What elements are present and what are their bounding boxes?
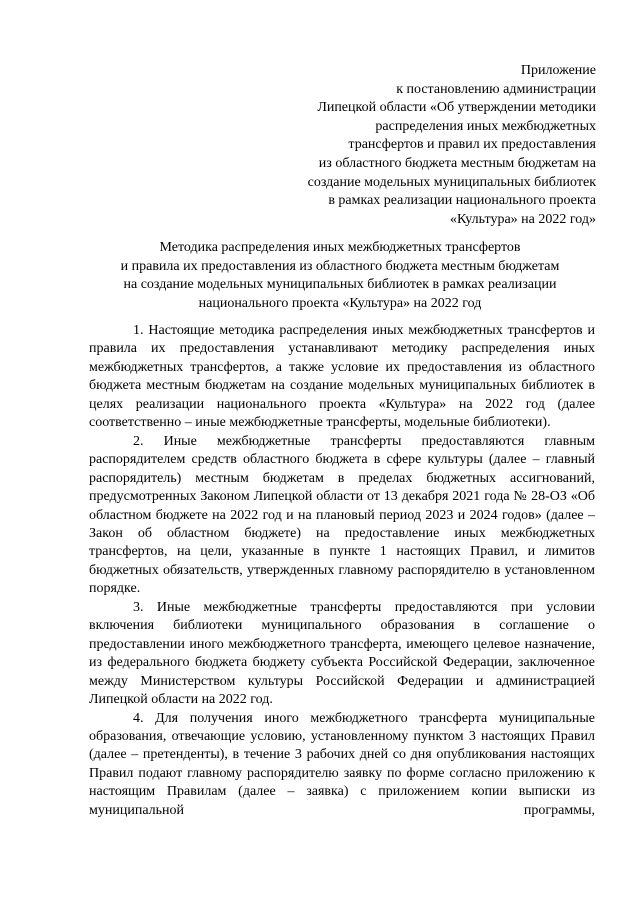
paragraph-3: 3. Иные межбюджетные трансферты предоставляются при условии включения библиотеки муниципального образования в соглашение о предоставлении иного межбюджетного трансферта, имеющего целевое назначение, из федерального бюджета бюджету субъекта Российской Федерации, заключенное между Министерством культуры Российской Федерации и администрацией Липецкой области на 2022 год. bbox=[89, 599, 595, 708]
title-line: Методика распределения иных межбюджетных трансфертов bbox=[159, 240, 521, 255]
document-body bbox=[89, 322, 595, 820]
appendix-line: к постановлению администрации bbox=[396, 81, 596, 97]
appendix-line: в рамках реализации национального проекта bbox=[328, 193, 596, 209]
appendix-header bbox=[266, 62, 596, 229]
title-line: и правила их предоставления из областного бюджета местным бюджетам bbox=[120, 258, 560, 274]
title-line: национального проекта «Культура» на 2022 год bbox=[198, 295, 482, 311]
appendix-line: Липецкой области «Об утверждении методики bbox=[317, 100, 596, 116]
document-title bbox=[80, 239, 600, 313]
title-line: на создание модельных муниципальных библиотек в рамках реализации bbox=[123, 277, 557, 293]
paragraph-4: 4. Для получения иного межбюджетного трансферта муниципальные образования, отвечающие условию, установленному пунктом 3 настоящих Правил (далее – претенденты), в течение 3 рабочих дней со дня опубликования настоящих Правил подают главному распорядителю заявку по форме согласно приложению к настоящим Правилам (далее – заявка) с приложением копии выписки из муниципальной программы, bbox=[89, 710, 595, 818]
paragraph-2: 2. Иные межбюджетные трансферты предоставляются главным распорядителем средств областного бюджета в сфере культуры (далее – главный распорядитель) местным бюджетам в пределах бюджетных ассигнований, предусмотренных Законом Липецкой области от 13 декабря 2021 года № 28-ОЗ «Об областном бюджете на 2022 год и на плановый период 2023 и 2024 годов» (далее – Закон об областном бюджете) на предоставление иных межбюджетных трансфертов, на цели, указанные в пункте 1 настоящих Правил, и лимитов бюджетных обязательств, утвержденных главному распорядителю в установленном порядке. bbox=[89, 433, 595, 597]
appendix-line: создание модельных муниципальных библиотек bbox=[307, 174, 596, 190]
appendix-line: Приложение bbox=[520, 63, 596, 78]
paragraph-1: 1. Настоящие методика распределения иных межбюджетных трансфертов и правила их предоставления устанавливают методику распределения иных межбюджетных трансфертов, а также условие их предоставления из областного бюджета местным бюджетам на создание модельных муниципальных библиотек в целях реализации национального проекта «Культура» на 2022 год (далее соответственно – иные межбюджетные трансферты, модельные библиотеки). bbox=[89, 323, 595, 431]
appendix-line: из областного бюджета местным бюджетам на bbox=[318, 155, 596, 171]
appendix-line: «Культура» на 2022 год» bbox=[450, 211, 596, 227]
appendix-line: распределения иных межбюджетных bbox=[375, 118, 596, 134]
appendix-line: трансфертов и правил их предоставления bbox=[348, 137, 596, 153]
